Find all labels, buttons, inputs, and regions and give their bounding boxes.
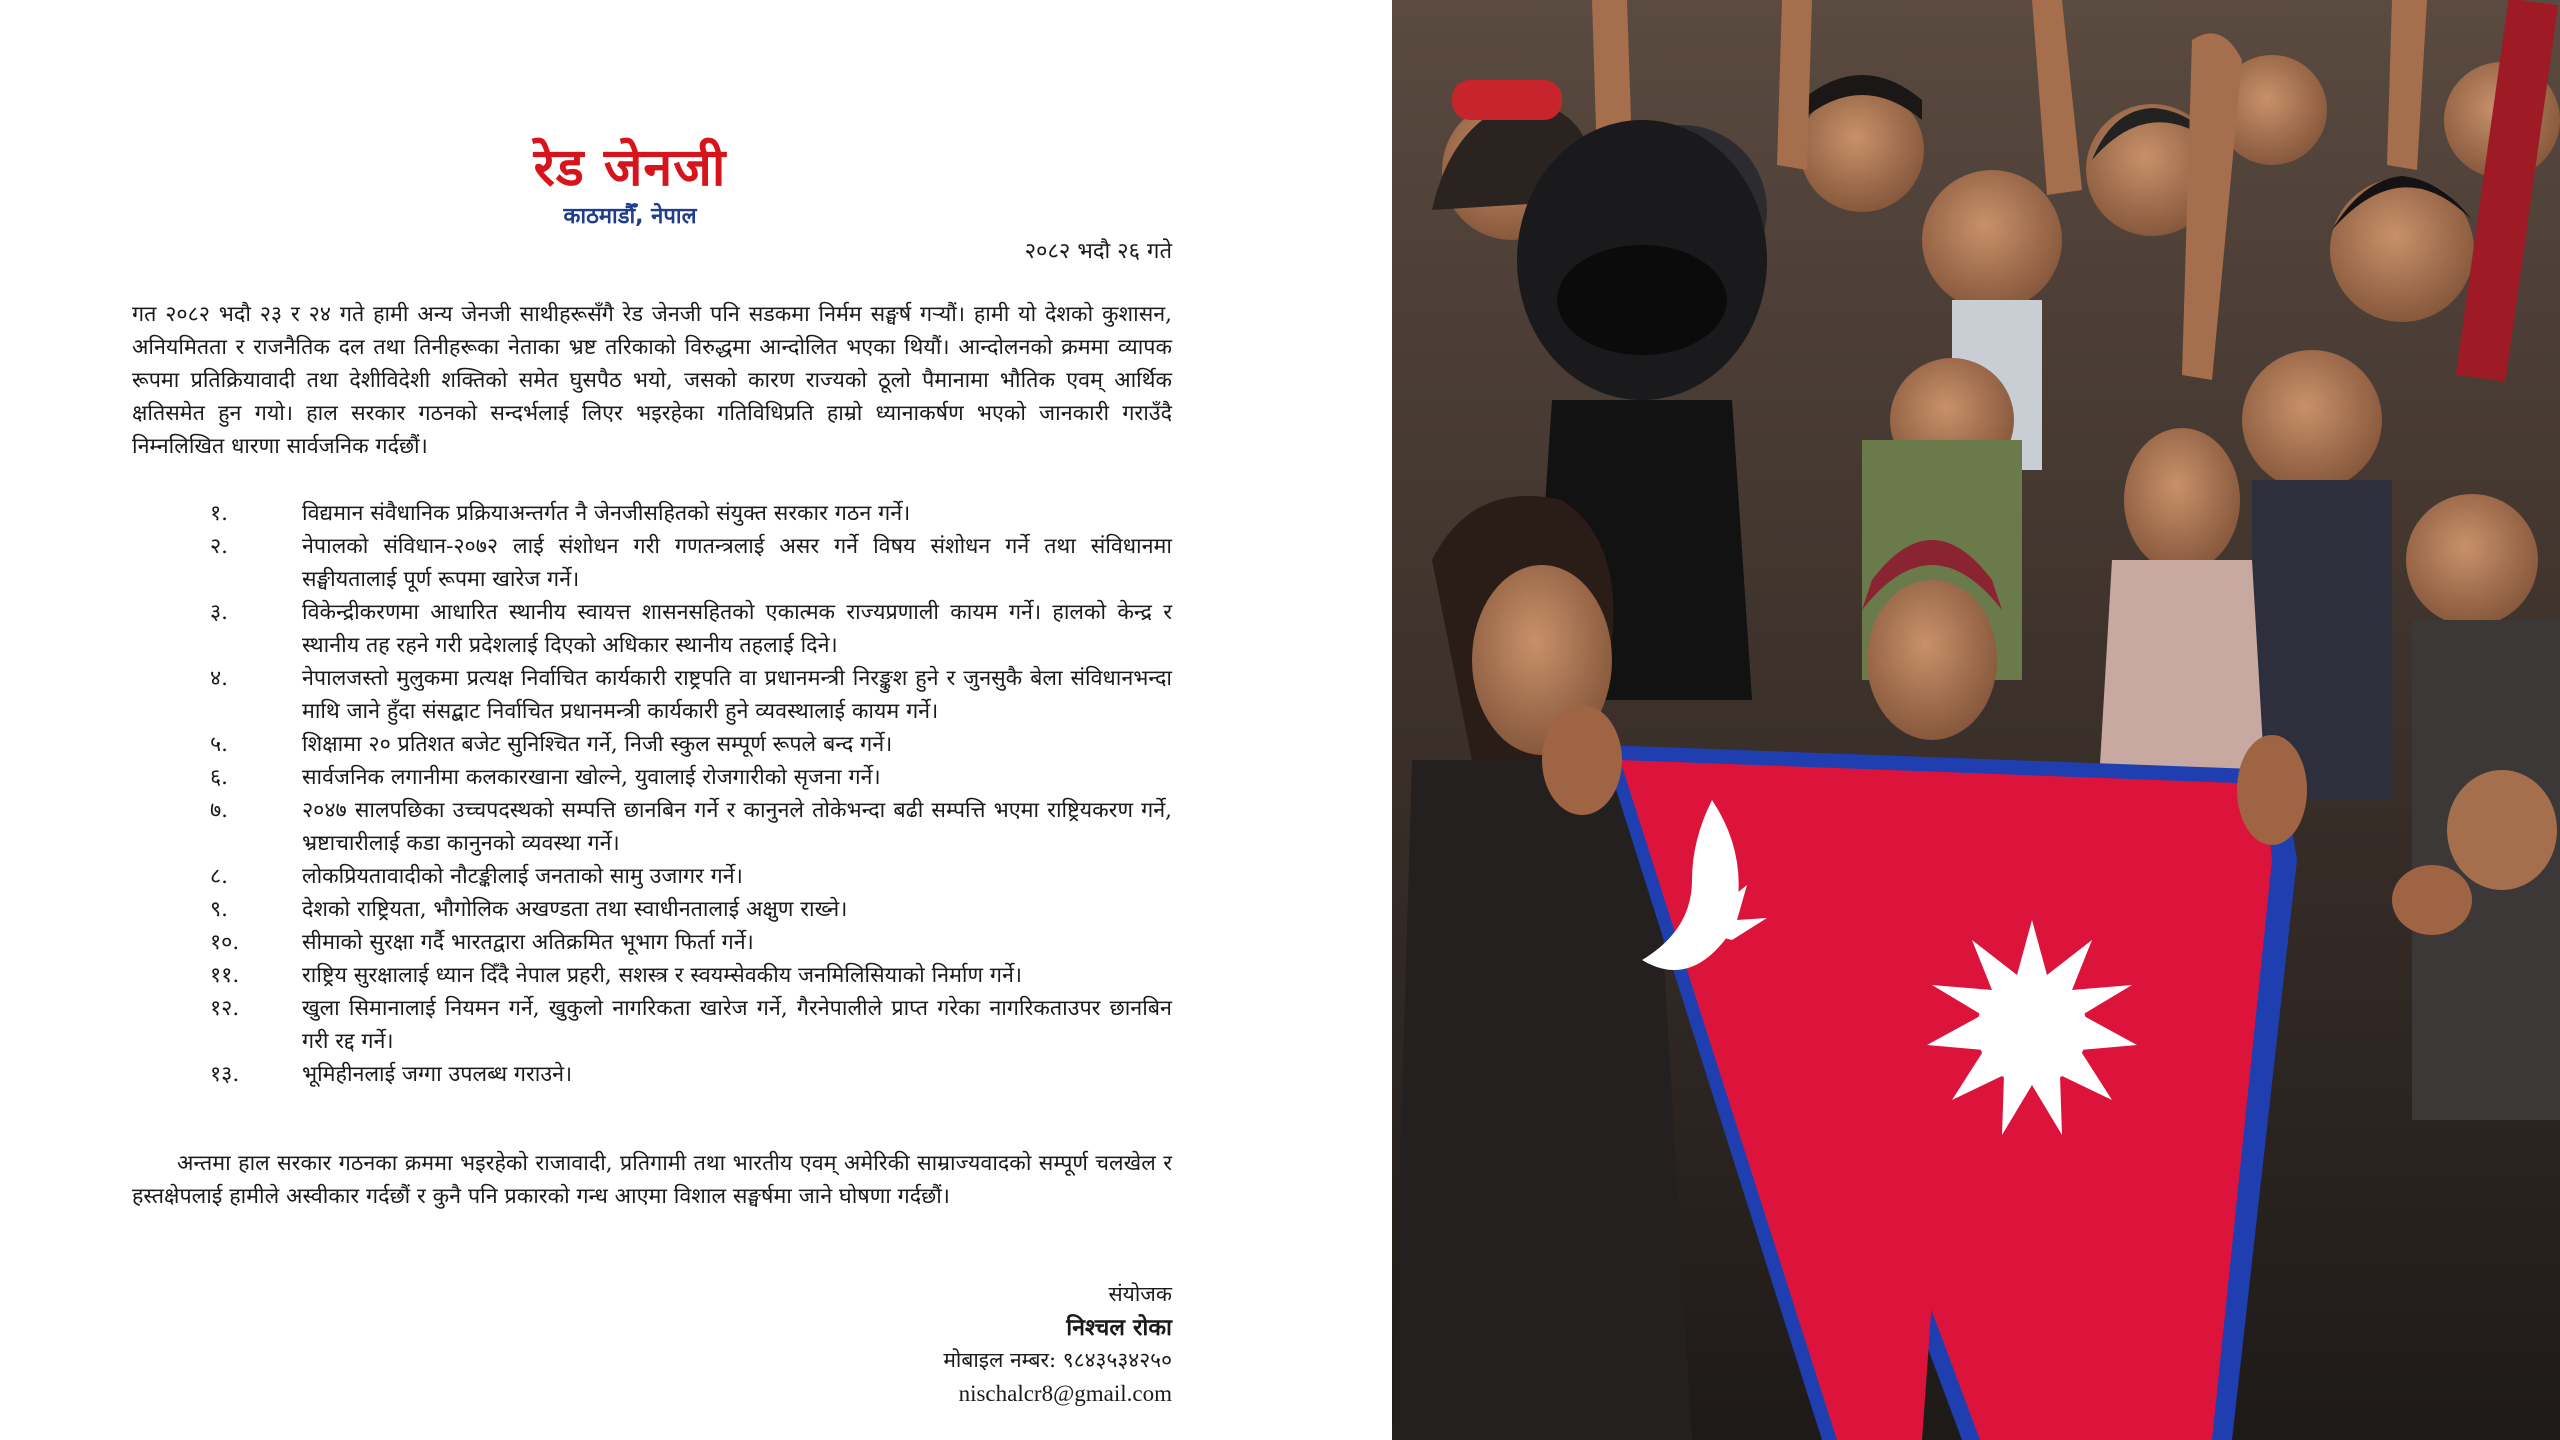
org-place: काठमाडौँ, नेपाल [563, 204, 697, 229]
point-number: १३. [210, 1062, 240, 1087]
point-text: शिक्षामा २० प्रतिशत बजेट सुनिश्चित गर्ने, निजी स्कुल सम्पूर्ण रूपले बन्द गर्ने। [302, 732, 893, 757]
list-item [132, 1058, 1172, 1091]
point-text: सीमाको सुरक्षा गर्दै भारतद्वारा अतिक्रमित भूभाग फिर्ता गर्ने। [302, 930, 754, 955]
protest-crowd-illustration [1392, 0, 2560, 1440]
list-item [132, 959, 1172, 992]
protest-photo [1392, 0, 2560, 1440]
intro-paragraph: गत २०८२ भदौ २३ र २४ गते हामी अन्य जेनजी साथीहरूसँगै रेड जेनजी पनि सडकमा निर्मम सङ्घर्ष गर्‍यौं। हामी यो देशको कुशासन, अनियमितता र राजनैतिक दल तथा तिनीहरूका नेताका भ्रष्ट तरिकाको विरुद्धमा आन्दोलित भएका थियौं। आन्दोलनको क्रममा व्यापक रूपमा प्रतिक्रियावादी तथा देशीविदेशी शक्तिको समेत घुसपैठ भयो, जसको कारण राज्यको ठूलो पैमानामा भौतिक एवम् आर्थिक क्षतिसमेत हुन गयो। हाल सरकार गठनको सन्दर्भलाई लिएर भइरहेका गतिविधिप्रति हाम्रो ध्यानाकर्षण भएको जानकारी गराउँदै निम्नलिखित धारणा सार्वजनिक गर्दछौं। [132, 302, 1172, 459]
point-text: विकेन्द्रीकरणमा आधारित स्थानीय स्वायत्त शासनसहितको एकात्मक राज्यप्रणाली कायम गर्ने। हालको केन्द्र र स्थानीय तह रहने गरी प्रदेशलाई दिएको अधिकार स्थानीय तहलाई दिने। [302, 600, 1172, 658]
org-name: रेड जेनजी [533, 138, 727, 198]
point-text: २०४७ सालपछिका उच्चपदस्थको सम्पत्ति छानबिन गर्ने र कानुनले तोकेभन्दा बढी सम्पत्ति भएमा राष्ट्रियकरण गर्ने, भ्रष्टाचारीलाई कडा कानुनको व्यवस्था गर्ने। [302, 798, 1172, 856]
point-text: खुला सिमानालाई नियमन गर्ने, खुकुलो नागरिकता खारेज गर्ने, गैरनेपालीले प्राप्त गरेका नागरिकताउपर छानबिन गरी रद्द गर्ने। [302, 996, 1172, 1054]
point-text: भूमिहीनलाई जग्गा उपलब्ध गराउने। [302, 1062, 573, 1087]
list-item [132, 662, 1172, 728]
signoff-block [943, 1278, 1172, 1410]
list-item [132, 497, 1172, 530]
signatory-role: संयोजक [1108, 1282, 1172, 1306]
point-text: विद्यमान संवैधानिक प्रक्रियाअन्तर्गत नै जेनजीसहितको संयुक्त सरकार गठन गर्ने। [302, 501, 911, 526]
signatory-name: निश्चल रोका [1066, 1314, 1172, 1341]
list-item [132, 893, 1172, 926]
point-text: राष्ट्रिय सुरक्षालाई ध्यान दिँदै नेपाल प्रहरी, सशस्त्र र स्वयम्सेवकीय जनमिलिसियाको निर्माण गर्ने। [302, 963, 1023, 988]
point-number: ४. [210, 666, 229, 691]
point-number: ८. [210, 864, 229, 889]
point-number: २. [210, 534, 229, 559]
list-item [132, 860, 1172, 893]
list-item [132, 596, 1172, 662]
point-number: ५. [210, 732, 229, 757]
point-number: ११. [210, 963, 240, 988]
point-text: सार्वजनिक लगानीमा कलकारखाना खोल्ने, युवालाई रोजगारीको सृजना गर्ने। [302, 765, 881, 790]
closing-paragraph: अन्तमा हाल सरकार गठनका क्रममा भइरहेको राजावादी, प्रतिगामी तथा भारतीय एवम् अमेरिकी साम्राज्यवादको सम्पूर्ण चलखेल र हस्तक्षेपलाई हामीले अस्वीकार गर्दछौं र कुनै पनि प्रकारको गन्ध आएमा विशाल सङ्घर्षमा जाने घोषणा गर्दछौं। [132, 1151, 1172, 1209]
list-item [132, 530, 1172, 596]
signatory-email: nischalcr8@gmail.com [958, 1381, 1172, 1406]
point-text: लोकप्रियतावादीको नौटङ्कीलाई जनताको सामु उजागर गर्ने। [302, 864, 743, 889]
list-item [132, 992, 1172, 1058]
point-number: ७. [210, 798, 229, 823]
point-text: नेपालजस्तो मुलुकमा प्रत्यक्ष निर्वाचित कार्यकारी राष्ट्रपति वा प्रधानमन्त्री निरङ्कुश हुने र जुनसुकै बेला संविधानभन्दा माथि जाने हुँदा संसद्बाट निर्वाचित प्रधानमन्त्री कार्यकारी हुने व्यवस्थालाई कायम गर्ने। [302, 666, 1172, 724]
point-text: देशको राष्ट्रियता, भौगोलिक अखण्डता तथा स्वाधीनतालाई अक्षुण राख्ने। [302, 897, 848, 922]
demands-list [132, 497, 1172, 1091]
list-item [132, 794, 1172, 860]
signatory-mobile: मोबाइल नम्बर: ९८४३५३४२५० [943, 1348, 1172, 1372]
statement-date: २०८२ भदौ २६ गते [1024, 239, 1172, 264]
list-item [132, 926, 1172, 959]
point-number: ६. [210, 765, 229, 790]
point-text: नेपालको संविधान-२०७२ लाई संशोधन गरी गणतन्त्रलाई असर गर्ने विषय संशोधन गर्ने तथा संविधानमा सङ्घीयतालाई पूर्ण रूपमा खारेज गर्ने। [302, 534, 1172, 592]
point-number: १०. [210, 930, 240, 955]
point-number: ३. [210, 600, 229, 625]
point-number: १२. [210, 996, 240, 1021]
list-item [132, 728, 1172, 761]
point-number: १. [210, 501, 229, 526]
point-number: ९. [210, 897, 229, 922]
list-item [132, 761, 1172, 794]
